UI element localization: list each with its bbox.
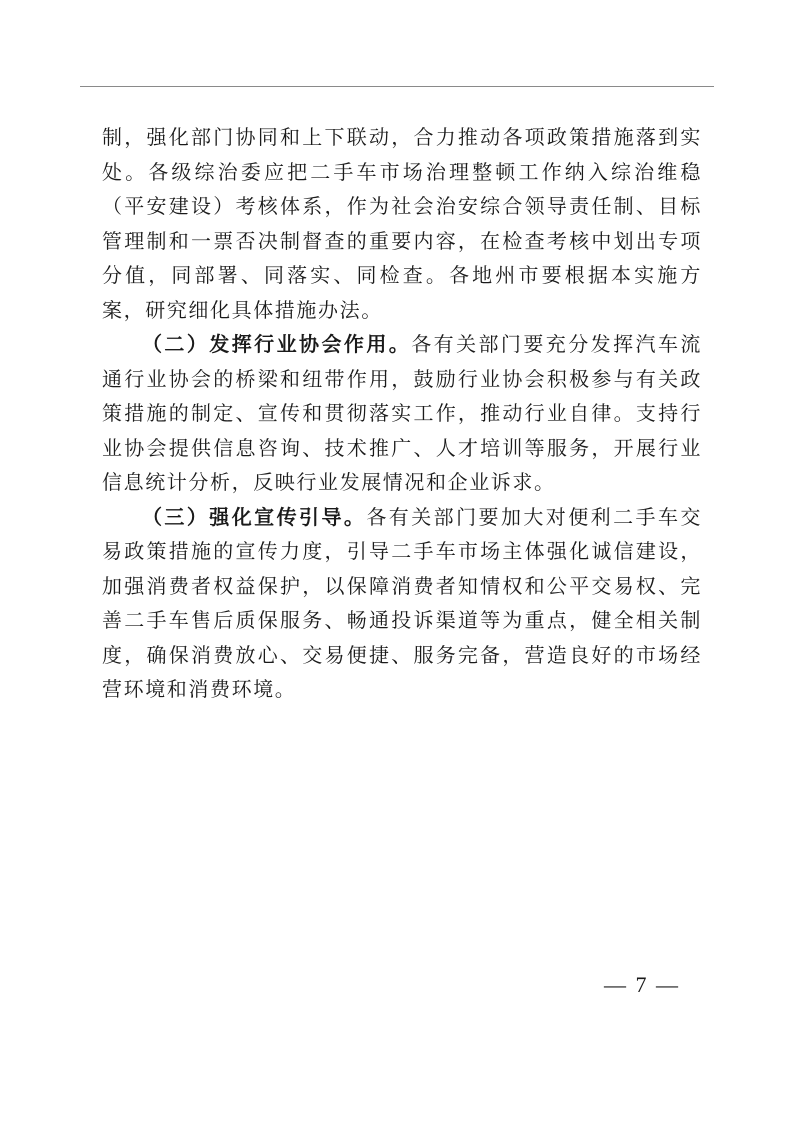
document-body — [102, 120, 702, 707]
section-heading: （二）发挥行业协会作用。 — [142, 332, 412, 356]
paragraph-text: 各有关部门要充分发挥汽车流通行业协会的桥梁和纽带作用，鼓励行业协会积极参与有关政策措施的制定、宣传和贯彻落实工作，推动行业自律。支持行业协会提供信息咨询、技术推广、人才培训等服务，开展行业信息统计分析，反映行业发展情况和企业诉求。 — [102, 332, 702, 494]
paragraph-industry-associations — [102, 327, 702, 500]
page-number: — 7 — — [604, 972, 680, 997]
section-heading: （三）强化宣传引导。 — [142, 504, 367, 529]
paragraph-publicity-guidance — [102, 500, 702, 707]
paragraph-text: 制，强化部门协同和上下联动，合力推动各项政策措施落到实处。各级综治委应把二手车市场治理整顿工作纳入综治维稳（平安建设）考核体系，作为社会治安综合领导责任制、目标管理制和一票否决制督查的重要内容，在检查考核中划出专项分值，同部署、同落实、同检查。各地州市要根据本实施方案，研究细化具体措施办法。 — [102, 125, 702, 322]
paragraph-text: 各有关部门要加大对便利二手车交易政策措施的宣传力度，引导二手车市场主体强化诚信建设，加强消费者权益保护，以保障消费者知情权和公平交易权、完善二手车售后质保服务、畅通投诉渠道等为重点，健全相关制度，确保消费放心、交易便捷、服务完备，营造良好的市场经营环境和消费环境。 — [102, 504, 703, 701]
paragraph-continuation — [102, 120, 702, 327]
header-rule — [80, 86, 714, 87]
